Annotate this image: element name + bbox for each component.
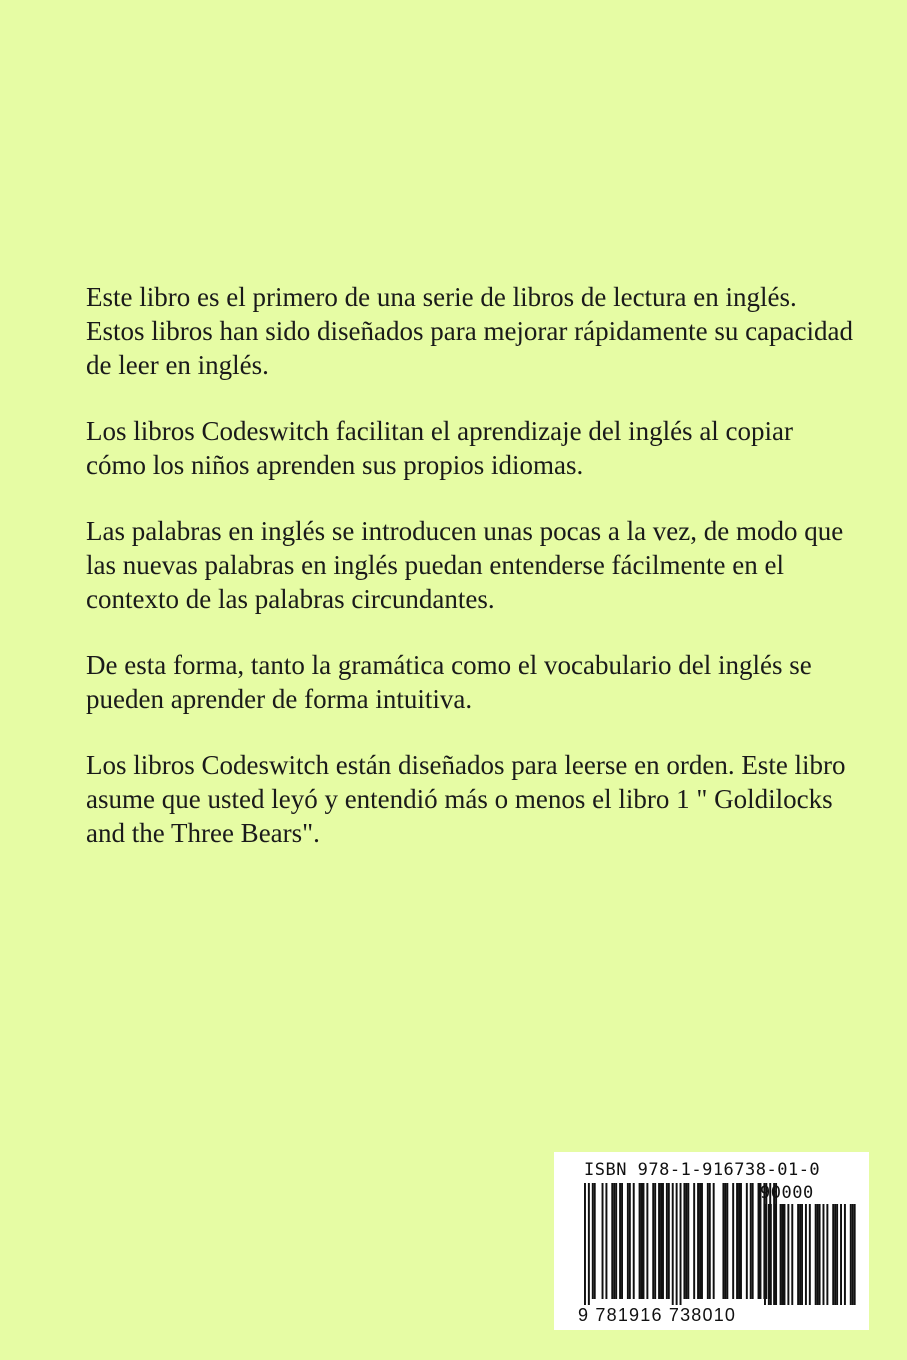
barcode-bar	[852, 1204, 854, 1305]
barcode-bar	[787, 1204, 789, 1305]
barcode-bar	[850, 1204, 852, 1305]
isbn-barcode	[554, 1152, 869, 1330]
barcode-bar	[819, 1204, 821, 1305]
price-code: 90000	[760, 1183, 814, 1203]
barcode-bar	[746, 1183, 748, 1299]
barcode-bar	[823, 1204, 825, 1305]
barcode-bar	[584, 1183, 586, 1305]
barcode-bar	[764, 1204, 766, 1305]
paragraph-4: De esta forma, tanto la gramática como el vocabulario del inglés se pueden aprender de forma intuitiva.	[86, 650, 812, 714]
barcode-bar	[791, 1204, 793, 1305]
barcode-bar	[654, 1183, 656, 1299]
barcode-bar	[826, 1204, 828, 1305]
barcode-bar	[660, 1183, 662, 1299]
barcode-bar	[627, 1183, 629, 1299]
barcode-bar	[662, 1183, 664, 1299]
barcode-bar	[668, 1183, 670, 1299]
barcode-bar	[840, 1204, 842, 1305]
barcode-bar	[641, 1183, 643, 1299]
barcode-bar	[619, 1183, 621, 1299]
barcode-bar	[836, 1204, 838, 1305]
barcode-bar	[809, 1204, 811, 1305]
barcode-bar	[854, 1204, 856, 1305]
barcode-bar	[652, 1183, 654, 1299]
barcode-bar	[834, 1204, 836, 1305]
barcode-bar	[643, 1183, 645, 1299]
barcode-bar	[801, 1204, 803, 1305]
barcode-bar	[732, 1183, 734, 1299]
barcode-bar	[724, 1183, 726, 1299]
barcode-bar	[676, 1183, 678, 1305]
barcode-bar	[780, 1204, 782, 1305]
barcode-bar	[709, 1183, 711, 1299]
barcode-bar	[697, 1183, 699, 1299]
paragraph-5: Los libros Codeswitch están diseñados para leerse en orden. Este libro asume que usted leyó y entendió más o menos el libro 1 " Goldilocks and the Three Bears".	[86, 750, 846, 848]
barcode-bar	[736, 1183, 738, 1299]
barcode-bar	[633, 1183, 635, 1299]
barcode-bar	[687, 1183, 689, 1299]
barcode-bar	[817, 1204, 819, 1305]
paragraph-2: Los libros Codeswitch facilitan el aprendizaje del inglés al copiar cómo los niños aprenden sus propios idiomas.	[86, 416, 794, 480]
barcode-bar	[611, 1183, 613, 1299]
barcode-bar	[629, 1183, 631, 1299]
barcode-bar	[750, 1183, 752, 1299]
barcode-bar	[774, 1204, 776, 1305]
barcode-bar	[815, 1204, 817, 1305]
barcode-bar	[770, 1204, 772, 1305]
paragraph-1: Este libro es el primero de una serie de libros de lectura en inglés. Estos libros han sido diseñados para mejorar rápidamente su capacidad de leer en inglés.	[86, 282, 854, 380]
barcode-bar	[713, 1183, 715, 1299]
barcode-bar	[639, 1183, 641, 1299]
barcode-bar	[844, 1204, 846, 1305]
barcode-bar	[782, 1204, 784, 1305]
barcode-bar	[615, 1183, 617, 1299]
barcode-bar	[680, 1183, 682, 1305]
isbn-text: ISBN 978-1-916738-01-0	[584, 1160, 821, 1180]
barcode-bar	[797, 1204, 799, 1305]
barcode-bar	[693, 1183, 695, 1299]
barcode-bar	[726, 1183, 728, 1299]
barcode-bar	[784, 1204, 786, 1305]
barcode-bar	[768, 1204, 770, 1305]
barcode-bar	[799, 1204, 801, 1305]
barcode-bar	[683, 1183, 685, 1299]
barcode-bar	[646, 1183, 648, 1299]
barcode-bar	[738, 1183, 740, 1299]
barcode-bar	[805, 1204, 807, 1305]
barcode-bar	[602, 1183, 604, 1299]
ean-digits: 9 781916 738010	[578, 1305, 737, 1325]
barcode-bar	[672, 1183, 674, 1305]
barcode-bar	[594, 1183, 596, 1299]
barcode-bar	[658, 1183, 660, 1299]
barcode-bar	[613, 1183, 615, 1299]
barcode-bar	[588, 1183, 590, 1305]
barcode-bar	[707, 1183, 709, 1299]
barcode-bar	[752, 1183, 754, 1299]
barcode-bar	[605, 1183, 607, 1299]
paragraph-3: Las palabras en inglés se introducen unas pocas a la vez, de modo que las nuevas palabras en inglés puedan entenderse fácilmente en el contexto de las palabras circundantes.	[86, 516, 844, 614]
barcode-bar	[722, 1183, 724, 1299]
barcode-bar	[621, 1183, 623, 1299]
barcode-bar	[666, 1183, 668, 1299]
barcode-bar	[832, 1204, 834, 1305]
barcode-bar	[699, 1183, 701, 1299]
barcode-bar	[592, 1183, 594, 1299]
back-cover-text	[86, 280, 856, 882]
barcode-bar	[740, 1183, 742, 1299]
barcode-bar	[685, 1183, 687, 1299]
barcode-bar	[701, 1183, 703, 1299]
